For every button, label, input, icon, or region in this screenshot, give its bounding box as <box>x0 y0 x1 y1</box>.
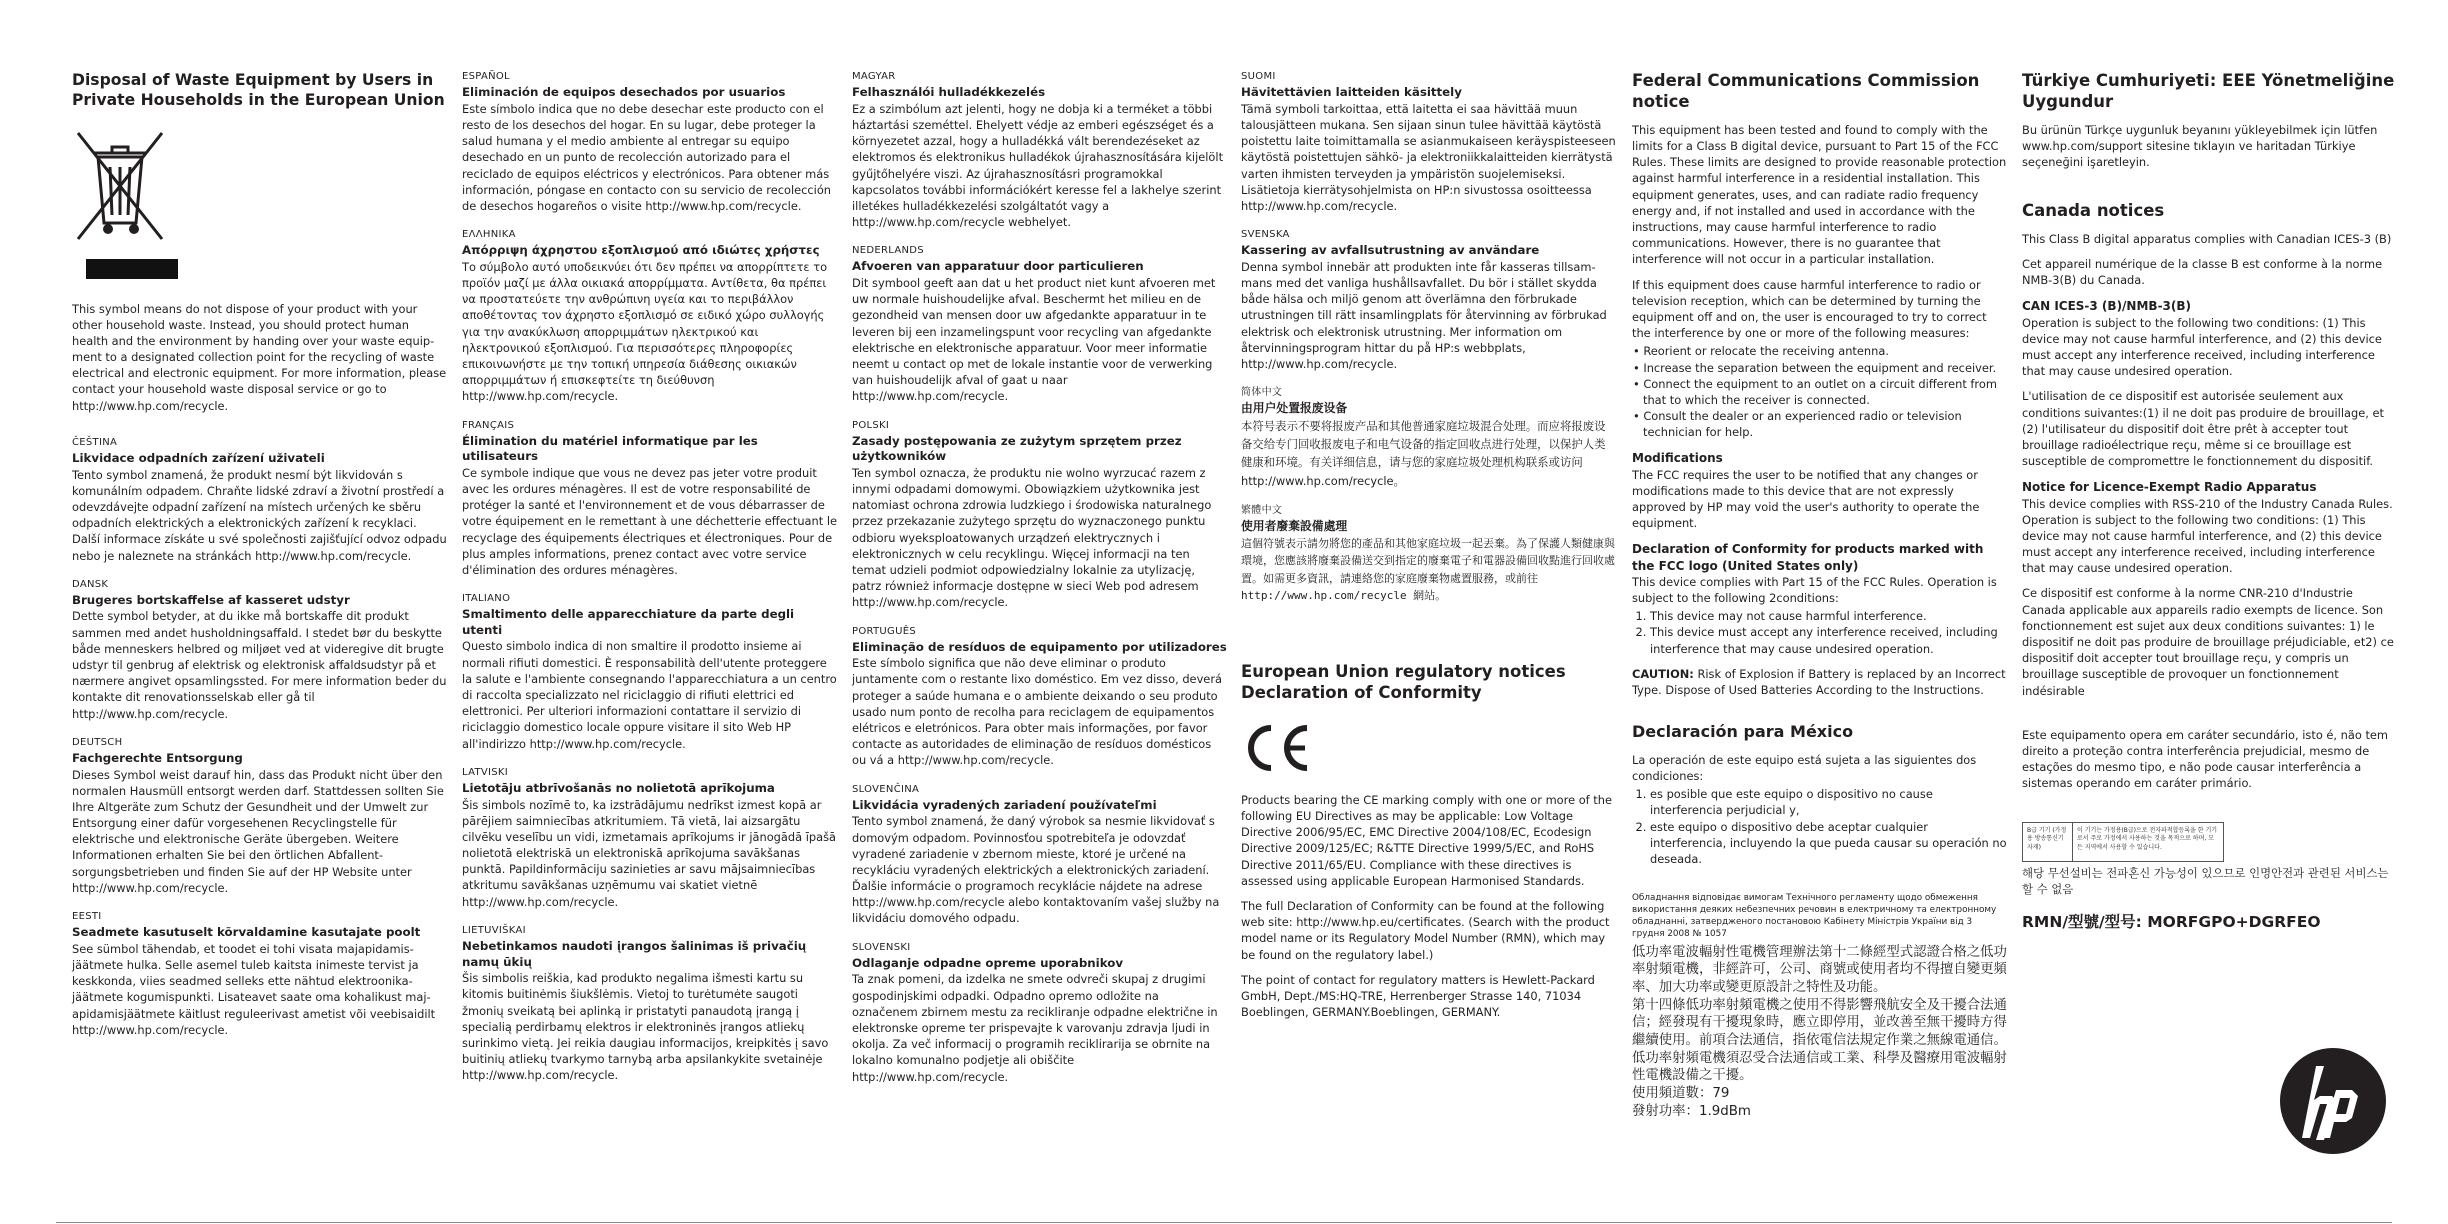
lang-label: 简体中文 <box>1241 387 1283 399</box>
lang-section-el <box>462 228 837 404</box>
lang-section-zh-cn <box>1241 386 1616 490</box>
section-title: Felhasználói hulladékkezelés <box>852 85 1046 100</box>
taiwan-power: 發射功率：1.9dBm <box>1632 1103 1751 1119</box>
section-title: Brugeres bortskaffelse af kasseret udstyr <box>72 592 350 607</box>
lang-section-it <box>462 592 837 752</box>
section-title: Eliminación de equipos desechados por usuarios <box>462 85 786 100</box>
canada-text-2: Cet appareil numérique de la classe B est conforme à la norme NMB-3(B) du Canada. <box>2022 257 2383 288</box>
lang-label: ITALIANO <box>462 593 511 605</box>
list-item: • Consult the dealer or an experienced radio or television technician for help. <box>1633 409 1962 440</box>
section-text: Tento symbol znamená, že daný výrobok sa nesmie likvidovať s domovým odpadom. Povinnosťou spotrebiteľa je odovzdať vyradené zariadenie v zbernom mieste, ktoré je určené na recykláciu vyradených elektrických a elektronických zariadení. Ďalšie informácie o programoch recyklácie nájdete na adrese http://www.hp.com/recycle alebo kontaktovaním vašej služby na likvidáciu domového odpadu. <box>852 814 1220 926</box>
lang-label: LIETUVIŠKAI <box>462 924 526 936</box>
list-item: 1. es posible que este equipo o dispositivo no cause interferencia perjudicial y, <box>1650 786 2007 818</box>
fcc-conditions-list <box>1632 608 2007 657</box>
lang-label: ČEŠTINA <box>72 436 118 448</box>
column-5 <box>1632 70 2007 1121</box>
section-title: Lietotāju atbrīvošanās no nolietotā aprīkojuma <box>462 780 775 795</box>
lang-label: SVENSKA <box>1241 229 1290 241</box>
section-title: Seadmete kasutuselt kõrvaldamine kasutajate poolt <box>72 925 421 940</box>
regulatory-model-number: RMN/型號/型号: MORFGPO+DGRFEO <box>2022 912 2321 931</box>
lang-section-cs <box>72 436 447 564</box>
lang-section-lv <box>462 766 837 910</box>
section-text: Šis simbolis reiškia, kad produkto negalima išmesti kartu su kitomis buitinėmis šiukšlėmis. Vietoj to turėtumėte saugoti žmonių sveikatą bei aplinką ir pristatyti panaudotą įrangą į specialią perdirbamų elektros ir elektroninės įrangos atliekų surinkimo vietą. Jei reikia daugiau informacijos, kreipkitės į savo buitinių atliekų tvarkymo tarnybą arba apsilankykite svetainėje http://www.hp.com/recycle. <box>462 971 829 1083</box>
weee-title: Disposal of Waste Equipment by Users in Private Households in the European Union <box>72 71 445 110</box>
column-2 <box>462 70 837 1097</box>
section-title: Likvidace odpadních zařízení uživateli <box>72 451 325 466</box>
section-text: Tento symbol znamená, že produkt nesmí být likvidován s komunálním odpadem. Chraňte lidské zdraví a životní prostředí a odevzdávejte odpadní zařízení na místech určených ke sběru odpadních elektrických a elektronických zařízení k recyklaci. Další informace získáte u své společnosti zajišťující odvoz odpadu nebo je naleznete na stránkách http://www.hp.com/recycle. <box>72 467 447 563</box>
section-text: Denna symbol innebär att produkten inte får kasseras tillsammans med det vanliga hushållsavfallet. Du bör i stället skydda både hälsa och miljö genom att överlämna den förbrukade utrustningen till rätt insamlingplats för återvinning av förbrukad elektrisk och elektronisk utrustning. Mer information om återvinningsprogram hittar du på HP:s webbplats, http://www.hp.com/recycle. <box>1241 259 1607 371</box>
list-item: 2. This device must accept any interference received, including interference that may cause undesired operation. <box>1650 624 2007 656</box>
taiwan-notice-2: 第十四條低功率射頻電機之使用不得影響飛航安全及干擾合法通信；經發現有干擾現象時，應立即停用，並改善至無干擾時方得繼續使用。前項合法通信，指依電信法規定作業之無線電通信。低功率射頻電機須忍受合法通信或工業、科學及醫療用電波輻射性電機設備之干擾。 <box>1632 997 2007 1084</box>
section-text: Este símbolo indica que no debe desechar este producto con el resto de los desechos del hogar. En su lugar, debe proteger la salud humana y el medio ambiente al entregar su equipo desechado en un punto de recolección autorizado para el reciclado de equipos eléctricos y electrónicos. Para obtener más información, póngase en contacto con su servicio de recolección de desechos hogareños o visite http://www.hp.com/recycle. <box>462 101 832 213</box>
canada-title: Canada notices <box>2022 201 2165 221</box>
lang-section-sl <box>852 941 1227 1085</box>
weee-intro-text: This symbol means do not dispose of your product with your other household waste. Instead, you should protect human health and the environment by handing over your waste equipment to a designated collection point for the recycling of waste electrical and electronic equipment. For more information, please contact your household waste disposal service or go to http://www.hp.com/recycle. <box>72 301 447 413</box>
lang-label: SLOVENSKI <box>852 941 911 953</box>
fcc-doc-title: Declaration of Conformity for products marked with the FCC logo (United States only) <box>1632 542 1984 573</box>
lang-section-sv <box>1241 228 1616 372</box>
ices-text-fr: L'utilisation de ce dispositif est autorisée seulement aux conditions suivantes:(1) il ne doit pas produire de brouillage, et (2) l'utilisateur du dispositif doit être prêt à accepter tout brouillage radioélectrique reçu, même si ce brouillage est susceptible de compromettre le fonctionnement du dispositif. <box>2022 389 2384 469</box>
turkey-text: Bu ürünün Türkçe uygunluk beyanını yükleyebilmek için lütfen www.hp.com/support sitesine tıklayın ve haritadan Türkiye seçeneğini işaretleyin. <box>2022 122 2378 170</box>
section-text: Este símbolo significa que não deve eliminar o produto juntamente com o restante lixo doméstico. Em vez disso, deverá proteger a saúde humana e o ambiente deixando o seu produto usado num ponto de recolha para reciclagem de equipamentos elétricos e eletrónicos. Para obter mais informações, por favor contacte as autoridades de eliminação de resíduos domésticos ou vá a http://www.hp.com/recycle. <box>852 656 1222 768</box>
lang-section-sk <box>852 783 1227 927</box>
section-title: Odlaganje odpadne opreme uporabnikov <box>852 955 1124 970</box>
caution-note <box>1632 666 2007 698</box>
fcc-text-2: If this equipment does cause harmful interference to radio or television reception, which can be determined by turning the equipment off and on, the user is encouraged to try to correct the interference by one or more of the following measures: <box>1632 277 1987 341</box>
lang-section-da <box>72 578 447 722</box>
licence-exempt-text: This device complies with RSS-210 of the Industry Canada Rules. Operation is subject to the following two conditions: (1) This device may not cause harmful interference, and (2) this device must accept any interference received, including interference that may cause undesired operation. <box>2022 496 2393 576</box>
lang-label: NEDERLANDS <box>852 245 924 257</box>
ce-label: CE <box>1241 721 1243 723</box>
lang-section-lt <box>462 924 837 1084</box>
ce-mark-icon <box>1241 722 1313 774</box>
section-text: Dette symbol betyder, at du ikke må bortskaffe dit produkt sammen med andet husholdningsaffald. I stedet bør du beskytte både menneskers helbred og miljøet ved at videregive dit brugte udstyr til genbrug af elektrisk og elektronisk affaldsudstyr på et nærmere angivet opsamlingssted. For mere information beder du kontakte dit renovationsselskab eller gå til http://www.hp.com/recycle. <box>72 609 447 721</box>
lang-section-pl <box>852 419 1227 611</box>
lang-label: DANSK <box>72 578 109 590</box>
hp-logo-icon <box>2280 1048 2386 1154</box>
section-text: Ten symbol oznacza, że produktu nie wolno wyrzucać razem z innymi odpadami domowymi. Obowiązkiem użytkownika jest natomiast ochrona zdrowia ludzkiego i środowiska naturalnego przez przekazanie zużytego sprzętu do wyznaczonego punktu odbioru wyeksploatowanych urządzeń elektrycznych i elektronicznych w celu recyklingu. Więcej informacji na ten temat udzieli podmiot odpowiedzialny lokalnie za utylizację, patrz również informacje dostępne w sieci Web pod adresem http://www.hp.com/recycle. <box>852 465 1212 610</box>
caution-text: Risk of Explosion if Battery is replaced by an Incorrect Type. Dispose of Used Batteries According to the Instructions. <box>1632 666 2006 697</box>
lang-label: PORTUGUÊS <box>852 625 916 637</box>
list-item: 2. este equipo o dispositivo debe aceptar cualquier interferencia, incluyendo la que pueda causar su operación no deseada. <box>1650 819 2007 868</box>
list-item: • Increase the separation between the equipment and receiver. <box>1633 360 1997 375</box>
lang-label: MAGYAR <box>852 71 896 82</box>
bottom-rule <box>56 1222 2392 1223</box>
fcc-title: Federal Communications Commission notice <box>1632 71 1980 112</box>
lang-section-et <box>72 910 447 1038</box>
eu-text-3: The point of contact for regulatory matters is Hewlett-Packard GmbH, Dept./MS:HQ-TRE, Herrenberger Strasse 140, 71034 Boeblingen, GERMANY.Boeblingen, GERMANY. <box>1241 972 1595 1020</box>
fcc-doc-text: This device complies with Part 15 of the FCC Rules. Operation is subject to the following 2conditions: <box>1632 574 1997 605</box>
lang-section-hu <box>852 70 1227 230</box>
korea-box-label: B급 기기 (가정용 방송통신기자재) <box>2023 823 2073 861</box>
section-title: 由用户处置报废设备 <box>1241 401 1348 416</box>
section-text: 本符号表示不要将报废产品和其他普通家庭垃圾混合处理。而应将报废设备交给专门回收报废电子和电气设备的指定回收点进行处理，以保护人类健康和环境。有关详细信息，请与您的家庭垃圾处理机构联系或访问 http://www.hp.com/recycle。 <box>1241 418 1606 488</box>
section-title: Eliminação de resíduos de equipamento por utilizadores <box>852 639 1227 654</box>
canada-text-1: This Class B digital apparatus complies with Canadian ICES-3 (B) <box>2022 231 2392 246</box>
brazil-notice: Este equipamento opera em caráter secundário, isto é, não tem direito a proteção contra interferência prejudicial, mesmo de estações do mesmo tipo, e não pode causar interferência a sistemas operando em caráter primário. <box>2022 727 2389 791</box>
licence-exempt-text-fr: Ce dispositif est conforme à la norme CNR-210 d'Industrie Canada applicable aux appareils radio exempts de licence. Son fonctionnement est sujet aux deux conditions suivantes: 1) le dispositif ne doit pas produire de brouillage préjudiciable, et2) ce dispositif doit accepter tout brouillage reçu, y compris un brouillage susceptible de provoquer un fonctionnement indésirable <box>2022 586 2394 698</box>
section-title: Élimination du matériel informatique par les utilisateurs <box>462 433 758 464</box>
fcc-text-1: This equipment has been tested and found to comply with the limits for a Class B digital device, pursuant to Part 15 of the FCC Rules. These limits are designed to provide reasonable protection against harmful interference in a residential installation. This equipment generates, uses, and can radiate radio frequency energy and, if not installed and used in accordance with the instructions, may cause harmful interference to radio communications. However, there is no guarantee that interference will not occur in a particular installation. <box>1632 122 2007 267</box>
section-text: 這個符號表示請勿將您的產品和其他家庭垃圾一起丟棄。為了保護人類健康與環境，您應該將廢棄設備送交到指定的廢棄電子和電器設備回收點進行回收處置。如需更多資訊，請連絡您的家庭廢棄物處置服務，或前往 http://www.hp.com/recycle 網站。 <box>1241 536 1615 603</box>
crossed-out-bin-icon <box>72 127 168 247</box>
modifications-title: Modifications <box>1632 451 1723 466</box>
modifications-text: The FCC requires the user to be notified that any changes or modifications made to this device that are not expressly approved by HP may void the user's authority to operate the equipment. <box>1632 467 1980 531</box>
section-title: Afvoeren van apparatuur door particulieren <box>852 259 1144 274</box>
lang-label: 繁體中文 <box>1241 504 1283 516</box>
column-4 <box>1241 70 1616 1020</box>
turkey-title: Türkiye Cumhuriyeti: EEE Yönetmeliğine Uygundur <box>2022 71 2395 112</box>
section-text: Ta znak pomeni, da izdelka ne smete odvreči skupaj z drugimi gospodinjskimi odpadki. Odpadno opremo odložite na označenem zbirnem mestu za recikliranje odpadne električne in elektronske opreme ter prispevajte k varovanju zdravja ljudi in okolja. Za več informacij o programih reciklirarija se obrnite na lokalno komunalno podjetje ali obiščite http://www.hp.com/recycle. <box>852 972 1218 1084</box>
lang-section-es <box>462 70 837 214</box>
eu-text-1: Products bearing the CE marking comply with one or more of the following EU Directives as may be applicable: Low Voltage Directive 2006/95/EC, EMC Directive 2004/108/EC, Ecodesign Directive 2009/125/EC; R&TTE Directive 1999/5/EC, and RoHS Directive 2011/65/EU. Compliance with these directives is assessed using applicable European Harmonised Standards. <box>1241 792 1612 888</box>
lang-section-de <box>72 736 447 896</box>
korea-box-text: 이 기기는 가정용(B급)으로 전자파적합등록을 한 기기로서 주로 가정에서 사용하는 것을 목적으로 하며, 모든 지역에서 사용할 수 있습니다. <box>2077 826 2218 851</box>
section-title: Fachgerechte Entsorgung <box>72 750 243 765</box>
lang-section-zh-tw <box>1241 504 1616 605</box>
lang-label: SUOMI <box>1241 71 1276 82</box>
ices-text: Operation is subject to the following two conditions: (1) This device may not cause harmful interference, and (2) this device must accept any interference received, including interference that may cause undesired operation. <box>2022 315 2382 379</box>
section-text: Το σύμβολο αυτό υποδεικνύει ότι δεν πρέπει να απορρίπτετε το προϊόν μαζί με άλλα οικιακά απορρίμματα. Αντίθετα, θα πρέπει να προστατεύετε την ανθρώπινη υγεία και το περιβάλλον αποθέτοντας τον άχρηστο εξοπλισμό σε ειδικό χώρο συλλογής για την ανακύκλωση απορριμμάτων ηλεκτρικού και ηλεκτρονικού εξοπλισμού. Για περισσότερες πληροφορίες επικοινωνήστε με την τοπική υπηρεσία διάθεσης οικιακών απορριμμάτων ή επισκεφτείτε τη διεύθυνση http://www.hp.com/recycle. <box>462 259 828 404</box>
section-text: Ez a szimbólum azt jelenti, hogy ne dobja ki a terméket a többi háztartási szeméttel. Ehelyett védje az emberi egészséget és a környezetet azzal, hogy a hulladékká vált berendezéseket az elektromos és elektronikus hulladékok újrahasznosítására kijelölt gyűjtőhelyére viszi. Az újrahasznosításri programokkal kapcsolatos további információkért keresse fel a lakhelye szerint illetékes hulladékkezelési szolgáltatót vagy a http://www.hp.com/recycle webhelyet. <box>852 101 1224 230</box>
lang-label: LATVISKI <box>462 766 509 778</box>
section-title: 使用者廢棄設備處理 <box>1241 519 1348 534</box>
lang-label: EESTI <box>72 911 102 923</box>
lang-label: ESPAÑOL <box>462 71 510 82</box>
ices-title: CAN ICES-3 (B)/NMB-3(B) <box>2022 299 2192 314</box>
lang-label: POLSKI <box>852 419 890 431</box>
column-6 <box>2022 70 2397 933</box>
lang-section-fi <box>1241 70 1616 214</box>
lang-section-fr <box>462 419 837 579</box>
lang-section-pt <box>852 625 1227 769</box>
column-3 <box>852 70 1227 1099</box>
eu-notices-title: European Union regulatory notices Declaration of Conformity <box>1241 662 1566 703</box>
section-text: Dit symbool geeft aan dat u het product niet kunt afvoeren met uw normale huishoudelijke afval. Beschermt het milieu en de gezondheid van mensen door uw afgedankte apparatuur in te leveren bij een inzamelingspunt voor recycling van afgedankte elektrische en elektronische apparatuur. Voor meer informatie neemt u contact op met de lokale instantie voor de verwerking van huishoudelijk afval of gaat u naar http://www.hp.com/recycle. <box>852 276 1216 404</box>
section-text: Ce symbole indique que vous ne devez pas jeter votre produit avec les ordures ménagères. Il est de votre responsabilité de protéger la santé et l'environnement et de vous débarrasser de votre équipement en le remettant à une déchetterie effectuant le recyclage des équipements électriques et électroniques. Pour de plus amples informations, prenez contact avec votre service d'élimination des ordures ménagères. <box>462 465 837 577</box>
lang-label: SLOVENČINA <box>852 783 920 795</box>
korea-notice: 해당 무선설비는 전파혼신 가능성이 있으므로 인명안전과 관련된 서비스는 할 수 없음 <box>2022 865 2389 896</box>
caution-label: CAUTION: <box>1632 666 1694 681</box>
section-title: Kassering av avfallsutrustning av användare <box>1241 243 1540 258</box>
section-title: Hävitettävien laitteiden käsittely <box>1241 85 1462 100</box>
taiwan-notice-1: 低功率電波輻射性電機管理辦法第十二條經型式認證合格之低功率射頻電機，非經許可，公司、商號或使用者均不得擅自變更頻率、加大功率或變更原設計之特性及功能。 <box>1632 944 2007 996</box>
mexico-text: La operación de este equipo está sujeta a las siguientes dos condiciones: <box>1632 752 1977 784</box>
mexico-title: Declaración para México <box>1632 722 1854 742</box>
taiwan-channels: 使用頻道數：79 <box>1632 1086 1730 1102</box>
weee-black-bar <box>86 259 178 279</box>
column-1 <box>72 70 447 1052</box>
lang-label: FRANÇAIS <box>462 419 515 431</box>
eu-text-2: The full Declaration of Conformity can be found at the following web site: http://www.hp.eu/certificates. (Search with the product model name or its Regulatory Model Number (RMN), which may be found on the regulatory label.) <box>1241 899 1610 962</box>
section-text: Questo simbolo indica di non smaltire il prodotto insieme ai normali rifiuti domestici. È responsabilità dell'utente proteggere la salute e l'ambiente consegnando l'apparecchiatura a un centro di raccolta specializzato nel riciclaggio di rifiuti elettrici ed elettronici. Per ulteriori informazioni contattare il servizio di riciclaggio domestico locale oppure visitare il sito Web HP all'indirizzo http://www.hp.com/recycle. <box>462 639 837 751</box>
section-title: Likvidácia vyradených zariadení používateľmi <box>852 797 1157 812</box>
lang-label: ΕΛΛΗΝΙΚΑ <box>462 229 516 241</box>
section-title: Nebetinkamos naudoti įrangos šalinimas iš privačių namų ūkių <box>462 939 807 969</box>
mexico-conditions-list <box>1632 786 2007 867</box>
section-text: Dieses Symbol weist darauf hin, dass das Produkt nicht über den normalen Hausmüll entsorgt werden darf. Stattdessen sollten Sie Ihre Altgeräte zum Schutz der Gesundheit und der Umwelt zur Entsorgung einer dafür vorgesehenen Recyclingstelle für elektrische und elektronische Geräte übergeben. Weitere Informationen erhalten Sie bei den örtlichen Abfallentsorgungsbetrieben und finden Sie auf der HP Website unter http://www.hp.com/recycle. <box>72 767 444 895</box>
section-text: See sümbol tähendab, et toodet ei tohi visata majapidamisjäätmete hulka. Selle asemel tuleb kaitsta inimeste tervist ja keskkonda, viies seadmed selleks ette nähtud elektroonikajäätmete kogumispunkti. Lisateavet saate oma kohalikust majapidamisjäätmete käitlust reguleerivast ametist või veebisaidilt http://www.hp.com/recycle. <box>72 941 436 1037</box>
ukraine-notice: Обладнання відповідає вимогам Технічного регламенту щодо обмеження використання деяких небезпечних речовин в електричному та електронному обладнанні, затвердженого постановою Кабінету Міністрів України від 3 грудня 2008 № 1057 <box>1632 893 1997 939</box>
fcc-measures-list <box>1632 343 2007 440</box>
section-title: Zasady postępowania ze zużytym sprzętem przez użytkowników <box>852 433 1182 464</box>
section-title: Απόρριψη άχρηστου εξοπλισμού από ιδιώτες χρήστες <box>462 243 820 258</box>
list-item: 1. This device may not cause harmful interference. <box>1650 608 2007 624</box>
lang-label: DEUTSCH <box>72 736 123 748</box>
section-text: Tämä symboli tarkoittaa, että laitetta ei saa hävittää muun talousjätteen mukana. Sen sijaan sinun tulee hävittää käytöstä poistettu laite toimittamalla se asianmukaiseen keräyspisteeseen käytöstä poistettujen sähkö- ja elektroniikkalaitteiden kierrätystä varten ihmisten terveyden ja ympäristön suojelemiseksi. Lisätietoja kierrätysohjelmista on HP:n sivustossa osoitteessa http://www.hp.com/recycle. <box>1241 101 1616 213</box>
list-item: • Connect the equipment to an outlet on a circuit different from that to which the receiver is connected. <box>1633 376 1997 407</box>
lang-section-nl <box>852 244 1227 404</box>
section-title: Smaltimento delle apparecchiature da parte degli utenti <box>462 607 795 637</box>
licence-exempt-title: Notice for Licence-Exempt Radio Apparatus <box>2022 480 2317 495</box>
korea-class-b-box <box>2022 822 2224 862</box>
list-item: • Reorient or relocate the receiving antenna. <box>1633 344 1889 359</box>
section-text: Šis simbols nozīmē to, ka izstrādājumu nedrīkst izmest kopā ar pārējiem saimniecības atkritumiem. Tā vietā, lai aizsargātu cilvēku veselību un vidi, izmetamais aprīkojums ir jānogādā īpašā nolietotā elektriskā un elektroniskā aprīkojuma savākšanas punktā. Papildinformāciju sazinieties ar savu mājsaimniecības atkritumu savākšanas uzņēmumu vai skatiet vietnē http://www.hp.com/recycle. <box>462 797 836 909</box>
